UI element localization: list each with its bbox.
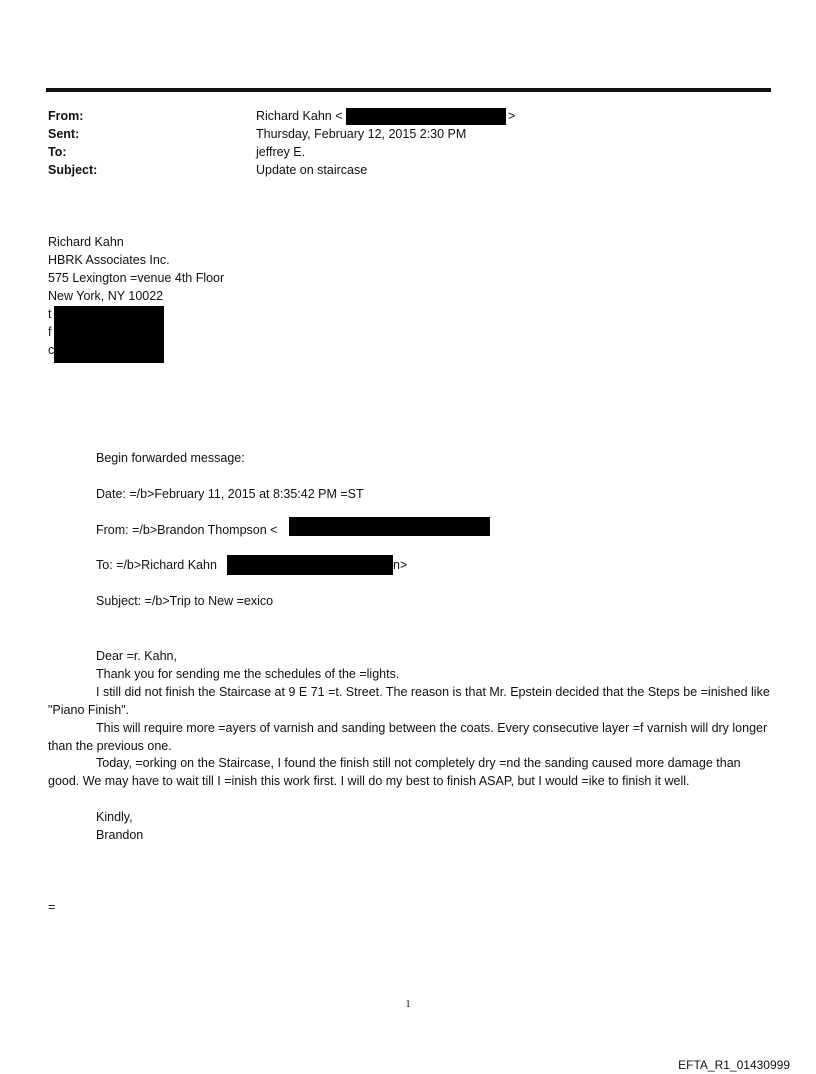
from-value: Richard Kahn < xyxy=(256,109,343,123)
sent-value: Thursday, February 12, 2015 2:30 PM xyxy=(256,127,467,141)
forward-from: From: =/b>Brandon Thompson < xyxy=(96,523,278,537)
signature-phone-prefix: t xyxy=(48,307,52,321)
message-closing: Kindly, xyxy=(96,810,133,824)
forward-intro: Begin forwarded message: xyxy=(96,451,245,465)
forward-to: To: =/b>Richard Kahn xyxy=(96,558,217,572)
message-paragraph-4: Today, =orking on the Staircase, I found the finish still not completely dry =nd the sanding caused more damage than good. We may have to wait till I =inish this work first. I will do my best to finish ASAP, but I would =ike to finish it well. xyxy=(48,756,741,788)
redaction-bar xyxy=(54,306,164,363)
signature-city: New York, NY 10022 xyxy=(48,289,164,303)
signature-fax-prefix: f xyxy=(48,325,52,339)
redaction-bar xyxy=(289,517,490,536)
to-label: To: xyxy=(48,145,67,159)
page-number: 1 xyxy=(405,998,411,1010)
forward-date: Date: =/b>February 11, 2015 at 8:35:42 PM =ST xyxy=(96,487,364,501)
message-sender: Brandon xyxy=(96,828,144,842)
signature-name: Richard Kahn xyxy=(48,235,124,249)
message-salutation: Dear =r. Kahn, xyxy=(96,649,177,663)
from-label: From: xyxy=(48,109,84,123)
bates-number: EFTA_R1_01430999 xyxy=(678,1058,790,1072)
trailing-equals: = xyxy=(48,900,56,914)
forward-subject: Subject: =/b>Trip to New =exico xyxy=(96,594,274,608)
subject-label: Subject: xyxy=(48,163,98,177)
header-rule xyxy=(46,88,771,92)
signature-cell-prefix: c xyxy=(48,343,55,357)
subject-value: Update on staircase xyxy=(256,163,368,177)
message-paragraph-2: I still did not finish the Staircase at 9 E 71 =t. Street. The reason is that Mr. Epstein decided that the Steps be =inished like "Piano Finish". xyxy=(48,685,770,717)
message-paragraph-1: Thank you for sending me the schedules of the =lights. xyxy=(96,667,400,681)
forward-to-close: n> xyxy=(393,558,408,572)
redaction-bar xyxy=(227,555,393,575)
from-close: > xyxy=(508,109,516,123)
redaction-bar xyxy=(346,108,506,125)
to-value: jeffrey E. xyxy=(256,145,306,159)
sent-label: Sent: xyxy=(48,127,80,141)
signature-address: 575 Lexington =venue 4th Floor xyxy=(48,271,225,285)
message-paragraph-3: This will require more =ayers of varnish and sanding between the coats. Every consecutive layer =f varnish will dry longer than the previous one. xyxy=(48,721,768,753)
signature-company: HBRK Associates Inc. xyxy=(48,253,170,267)
